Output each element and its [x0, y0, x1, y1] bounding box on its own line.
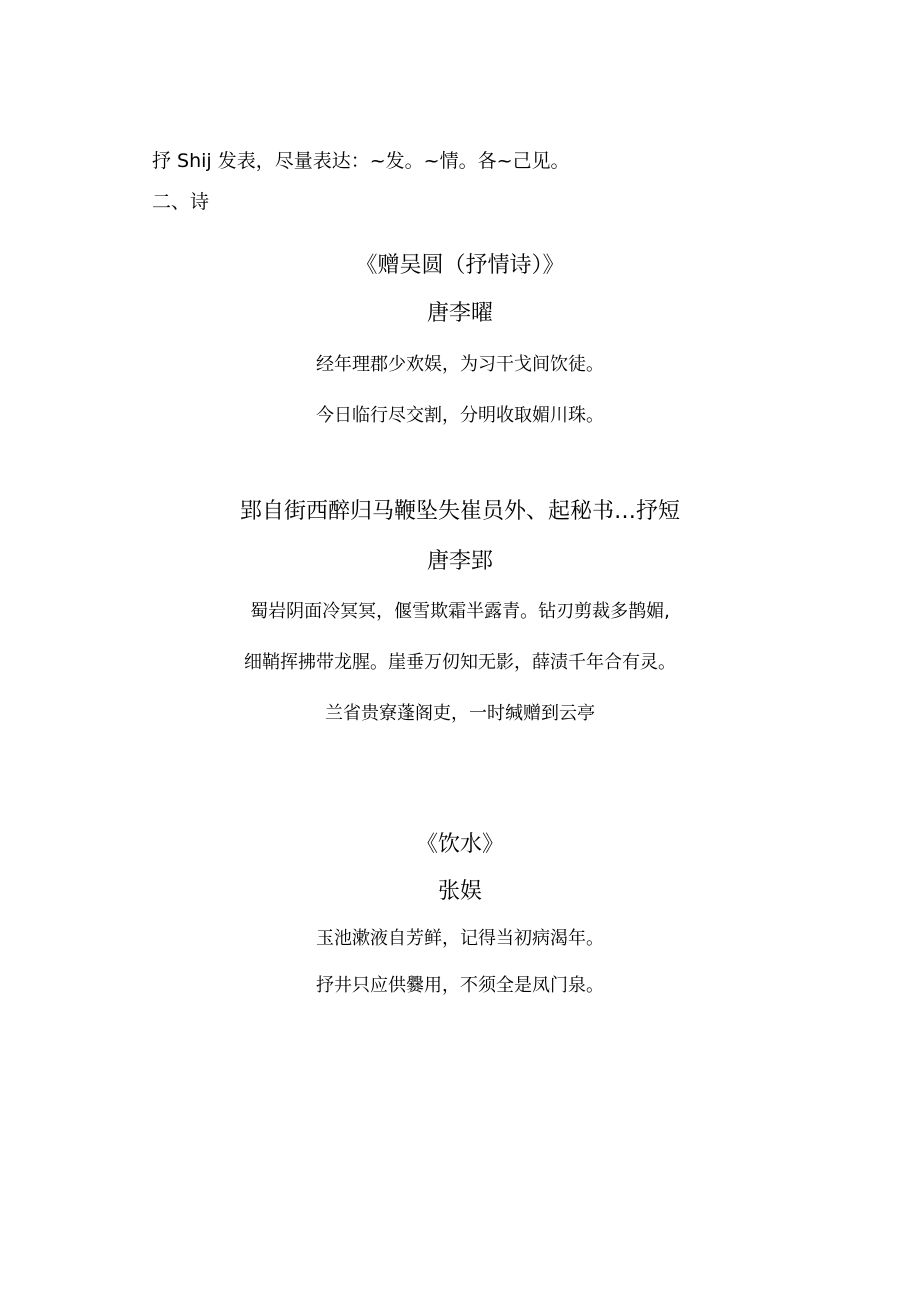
- poem-line: 玉池漱液自芳鲜，记得当初病渴年。: [316, 928, 604, 949]
- poem-line: 兰省贵寮蓬阁吏，一时缄赠到云亭: [325, 703, 595, 724]
- intro-paragraph: 抒 Shij 发表，尽量表达：~发。~情。各~己见。: [152, 150, 570, 172]
- poem-line: 蜀岩阴面冷冥冥，偃雪欺霜半露青。钻刃剪裁多鹊媚,: [250, 601, 670, 622]
- poem-line: 经年理郡少欢娱，为习干戈间饮徒。: [316, 354, 604, 375]
- poem-author: 张娱: [437, 879, 482, 904]
- poem-title: 《饮水》: [415, 832, 504, 857]
- poem-author: 唐李郢: [426, 549, 493, 574]
- poem-title: 《赠吴圆（抒情诗）》: [355, 253, 565, 278]
- poem-line: 细鞘挥拂带龙腥。崖垂万仞知无影，薛渍千年合有灵。: [244, 652, 676, 673]
- section-heading: 二、诗: [152, 191, 210, 213]
- poem-author: 唐李曜: [426, 301, 493, 326]
- poem-title: 郢自街西醉归马鞭坠失崔员外、起秘书…抒短: [239, 499, 680, 524]
- poem-line: 今日临行尽交割，分明收取媚川珠。: [316, 405, 604, 426]
- poem-line: 抒井只应供爨用，不须全是凤门泉。: [316, 975, 604, 996]
